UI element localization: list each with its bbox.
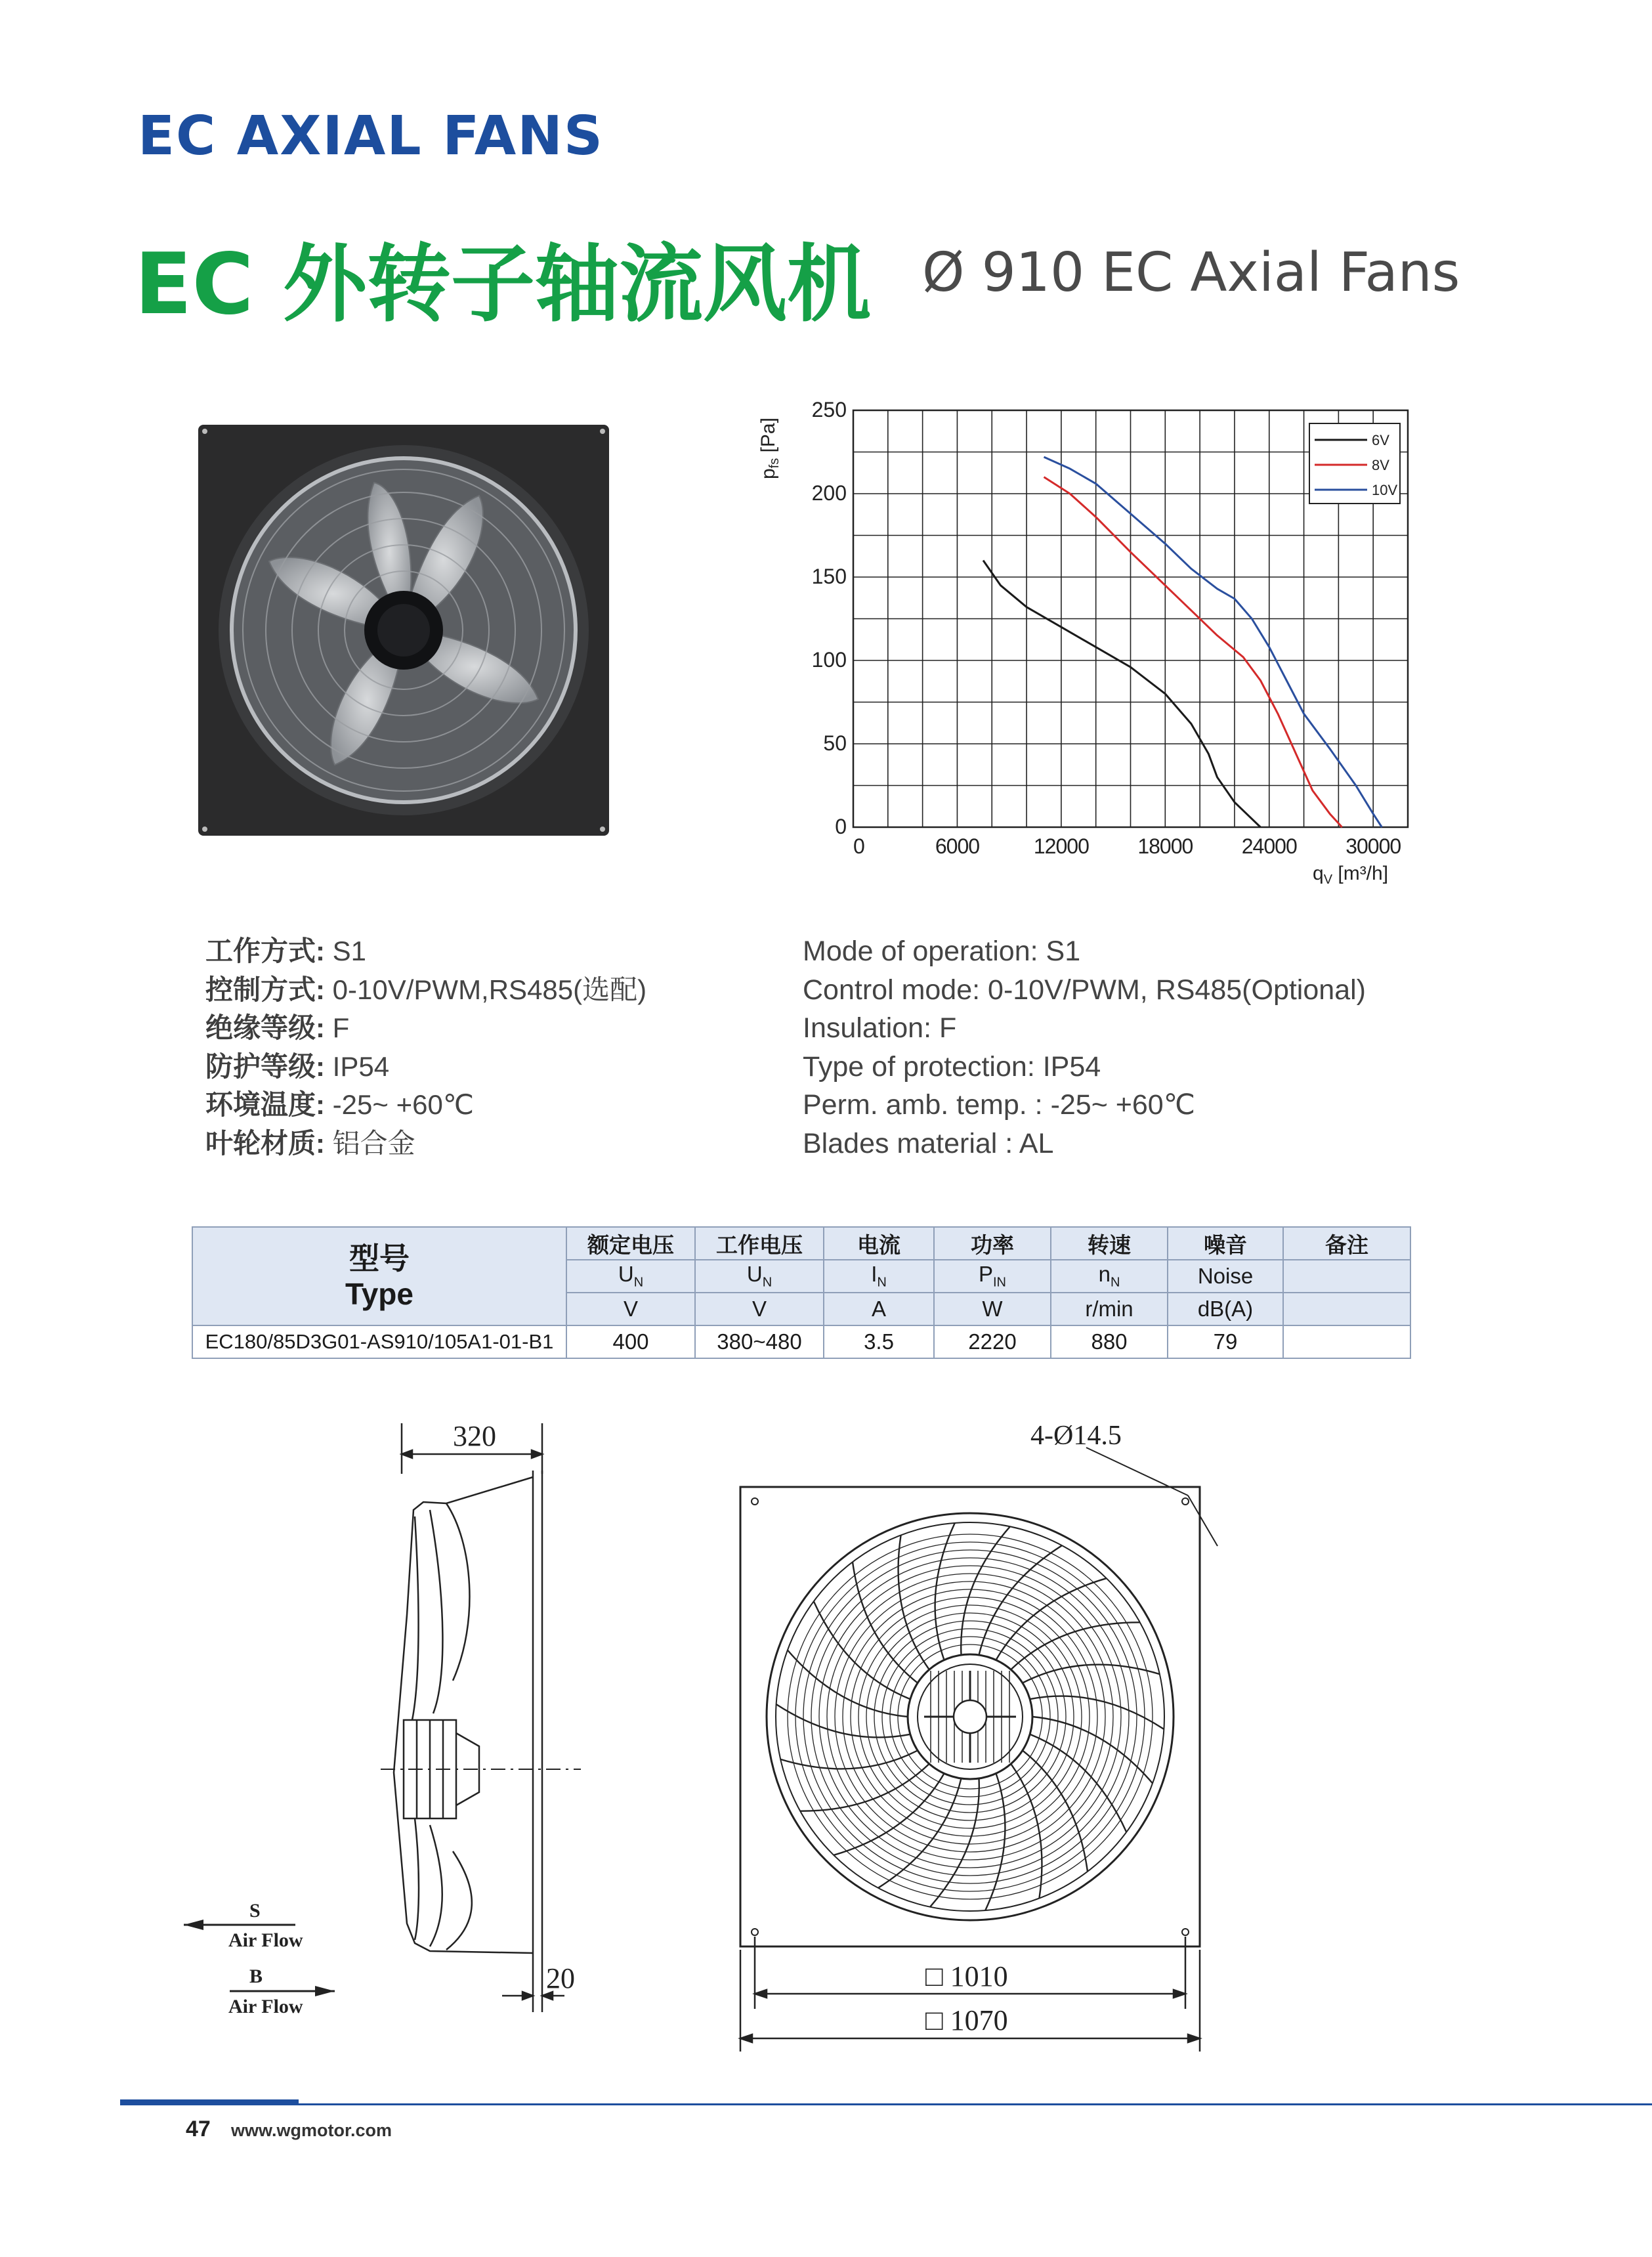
col-header-cn: 功率 xyxy=(934,1227,1051,1260)
spec-row-en: Type of protection: IP54 xyxy=(803,1050,1101,1083)
y-tick-label: 150 xyxy=(811,565,847,588)
grill-wire xyxy=(1030,1734,1126,1832)
table-cell: 400 xyxy=(566,1325,695,1358)
col-unit: V xyxy=(566,1293,695,1325)
outer-square-dimension: □ 1070 xyxy=(925,2004,1008,2036)
x-tick-label: 0 xyxy=(853,834,864,858)
svg-text:Air Flow: Air Flow xyxy=(228,1929,303,1951)
col-header-cn: 工作电压 xyxy=(695,1227,824,1260)
grill-wire xyxy=(954,1700,986,1733)
spec-row-cn: 环境温度: -25~ +60℃ xyxy=(205,1089,474,1120)
col-unit: V xyxy=(695,1293,824,1325)
x-axis-label: $q_V$ [m³/h] xyxy=(1313,863,1389,887)
col-header-cn: 转速 xyxy=(1051,1227,1168,1260)
col-unit: r/min xyxy=(1051,1293,1168,1325)
grill-wire xyxy=(834,1773,944,1855)
inner-square-dimension: □ 1010 xyxy=(925,1960,1008,1992)
spec-row-cn: 控制方式: 0-10V/PWM,RS485(选配) xyxy=(205,974,647,1005)
spec-row-en: Mode of operation: S1 xyxy=(803,935,1081,967)
spec-row-cn: 工作方式: S1 xyxy=(205,935,367,966)
catalog-category-title: EC AXIAL FANS xyxy=(138,105,604,167)
series-line-10V xyxy=(1044,457,1382,827)
spec-row-en: Control mode: 0-10V/PWM, RS485(Optional) xyxy=(803,974,1366,1006)
col-unit xyxy=(1283,1293,1410,1325)
specs-en xyxy=(803,932,1366,1163)
y-tick-label: 200 xyxy=(811,481,847,505)
page-number: 47 xyxy=(186,2117,211,2141)
product-title-cn: EC 外转子轴流风机 xyxy=(135,236,871,333)
spec-row-en: Perm. amb. temp. : -25~ +60℃ xyxy=(803,1089,1196,1121)
svg-text:S: S xyxy=(249,1900,261,1922)
type-header-cell: 型号 Type xyxy=(192,1227,566,1325)
model-cell: EC180/85D3G01-AS910/105A1-01-B1 xyxy=(192,1325,566,1358)
airflow-legend xyxy=(184,1900,335,2017)
arrow-right-icon xyxy=(315,1986,335,1996)
spec-row-cn: 防护等级: IP54 xyxy=(205,1050,390,1082)
x-tick-labels xyxy=(853,834,1401,858)
col-symbol: $P_{IN}$ xyxy=(934,1260,1051,1293)
svg-text:Air Flow: Air Flow xyxy=(228,1996,303,2017)
side-view-drawing xyxy=(171,1405,604,2022)
series-line-8V xyxy=(1044,477,1342,827)
legend-label: 8V xyxy=(1372,457,1389,473)
x-tick-label: 18000 xyxy=(1137,834,1193,858)
grill-wire xyxy=(996,1578,1107,1660)
table-cell: 3.5 xyxy=(824,1325,934,1358)
chart-legend xyxy=(1309,423,1400,504)
col-header-cn: 额定电压 xyxy=(566,1227,695,1260)
y-tick-label: 250 xyxy=(811,398,847,421)
legend-label: 6V xyxy=(1372,432,1389,448)
specs-cn xyxy=(205,932,646,1163)
spec-row-en: Insulation: F xyxy=(803,1012,957,1044)
series-line-6V xyxy=(983,561,1261,827)
svg-text:B: B xyxy=(249,1966,263,1987)
col-unit: W xyxy=(934,1293,1051,1325)
table-cell xyxy=(1283,1325,1410,1358)
table-cell: 79 xyxy=(1168,1325,1283,1358)
col-symbol: Noise xyxy=(1168,1260,1283,1293)
col-header-cn: 噪音 xyxy=(1168,1227,1283,1260)
front-view-drawing xyxy=(729,1405,1240,2061)
x-tick-label: 6000 xyxy=(935,834,980,858)
product-title-en: Ø 910 EC Axial Fans xyxy=(922,242,1460,304)
table-row xyxy=(192,1325,1410,1358)
y-axis-label: $p_{fs}$ [Pa] xyxy=(757,418,782,479)
legend-label: 10V xyxy=(1372,482,1398,498)
website-url: www.wgmotor.com xyxy=(231,2120,392,2140)
col-symbol: $n_N$ xyxy=(1051,1260,1168,1293)
dimension-flange: 20 xyxy=(546,1962,575,1994)
x-tick-label: 24000 xyxy=(1241,834,1297,858)
dimension-depth: 320 xyxy=(453,1420,496,1452)
performance-chart xyxy=(755,381,1444,899)
y-tick-label: 0 xyxy=(835,815,847,838)
grill-wire xyxy=(814,1601,910,1699)
col-symbol xyxy=(1283,1260,1410,1293)
x-tick-label: 30000 xyxy=(1345,834,1401,858)
x-tick-label: 12000 xyxy=(1033,834,1089,858)
col-symbol: $U_N$ xyxy=(566,1260,695,1293)
spec-row-cn: 叶轮材质: 铝合金 xyxy=(205,1127,415,1159)
spec-row-en: Blades material : AL xyxy=(803,1127,1054,1159)
spec-table xyxy=(192,1226,1411,1359)
table-cell: 880 xyxy=(1051,1325,1168,1358)
chart-series-lines xyxy=(983,457,1382,827)
spec-row-cn: 绝缘等级: F xyxy=(205,1012,350,1043)
y-tick-label: 50 xyxy=(823,731,847,755)
col-symbol: $I_N$ xyxy=(824,1260,934,1293)
y-tick-labels xyxy=(812,398,847,838)
footer-divider xyxy=(120,2103,1652,2105)
col-unit: dB(A) xyxy=(1168,1293,1283,1325)
col-header-cn: 备注 xyxy=(1283,1227,1410,1260)
arrow-left-icon xyxy=(184,1920,203,1930)
product-photo xyxy=(197,423,610,837)
col-symbol: $U_N$ xyxy=(695,1260,824,1293)
hole-spec-label: 4-Ø14.5 xyxy=(1030,1421,1122,1451)
col-unit: A xyxy=(824,1293,934,1325)
table-cell: 2220 xyxy=(934,1325,1051,1358)
y-tick-label: 100 xyxy=(811,648,847,672)
table-cell: 380~480 xyxy=(695,1325,824,1358)
col-header-cn: 电流 xyxy=(824,1227,934,1260)
